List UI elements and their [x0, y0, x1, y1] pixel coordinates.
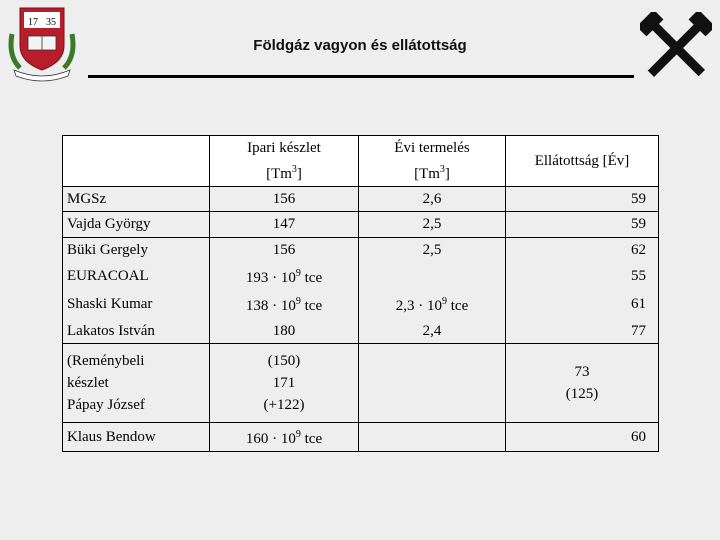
row-evi: 2,4 [359, 319, 506, 344]
crest-year-right: 35 [46, 17, 56, 28]
header-ipari-keszlet: Ipari készlet [Tm$^3$] [210, 136, 359, 187]
row-name: Lakatos István [63, 319, 210, 344]
crest-year-left: 17 [28, 17, 38, 28]
row-name: Büki Gergely [63, 237, 210, 262]
title-underline [88, 75, 634, 78]
table-row [63, 237, 659, 262]
table-row [63, 344, 659, 423]
row-ellatottsag: 62 [506, 237, 659, 262]
page-title: Földgáz vagyon és ellátottság [253, 37, 467, 54]
table-row [63, 423, 659, 452]
row-evi: $2,3 \cdot 10^9$ tce [359, 290, 506, 318]
row-ipari: 156 [210, 237, 359, 262]
row-ipari: $160 \cdot 10^9$ tce [210, 423, 359, 452]
row-evi [359, 423, 506, 452]
row-ellatottsag: 59 [506, 187, 659, 212]
table-row [63, 187, 659, 212]
row-evi: 2,5 [359, 237, 506, 262]
row-ipari: $193 \cdot 10^9$ tce [210, 262, 359, 290]
row-ellatottsag: 60 [506, 423, 659, 452]
header-empty-cell [63, 136, 210, 187]
row-evi [359, 262, 506, 290]
remeny-ipari: (150) 171 (+122) [210, 344, 359, 423]
row-ipari: $138 \cdot 10^9$ tce [210, 290, 359, 318]
row-name: Shaski Kumar [63, 290, 210, 318]
row-name: Vajda György [63, 212, 210, 237]
row-name: Klaus Bendow [63, 423, 210, 452]
row-ipari: 180 [210, 319, 359, 344]
header-evi-termeles: Évi termelés [Tm$^3$] [359, 136, 506, 187]
row-evi: 2,6 [359, 187, 506, 212]
row-evi: 2,5 [359, 212, 506, 237]
row-ellatottsag: 59 [506, 212, 659, 237]
crossed-hammers-icon [640, 12, 712, 84]
row-ellatottsag: 77 [506, 319, 659, 344]
remeny-name: (Reménybeli készlet Pápay József [63, 344, 210, 423]
row-ipari: 147 [210, 212, 359, 237]
row-name: MGSz [63, 187, 210, 212]
table-row [63, 262, 659, 290]
table-row [63, 212, 659, 237]
row-ellatottsag: 61 [506, 290, 659, 318]
remeny-evi [359, 344, 506, 423]
row-ellatottsag: 55 [506, 262, 659, 290]
table-row [63, 290, 659, 318]
header-ellatottsag: Ellátottság [Év] [506, 136, 659, 187]
row-name: EURACOAL [63, 262, 210, 290]
remeny-ellatottsag: 73 (125) [506, 344, 659, 423]
row-ipari: 156 [210, 187, 359, 212]
gas-reserves-table [62, 135, 659, 452]
table-row [63, 319, 659, 344]
